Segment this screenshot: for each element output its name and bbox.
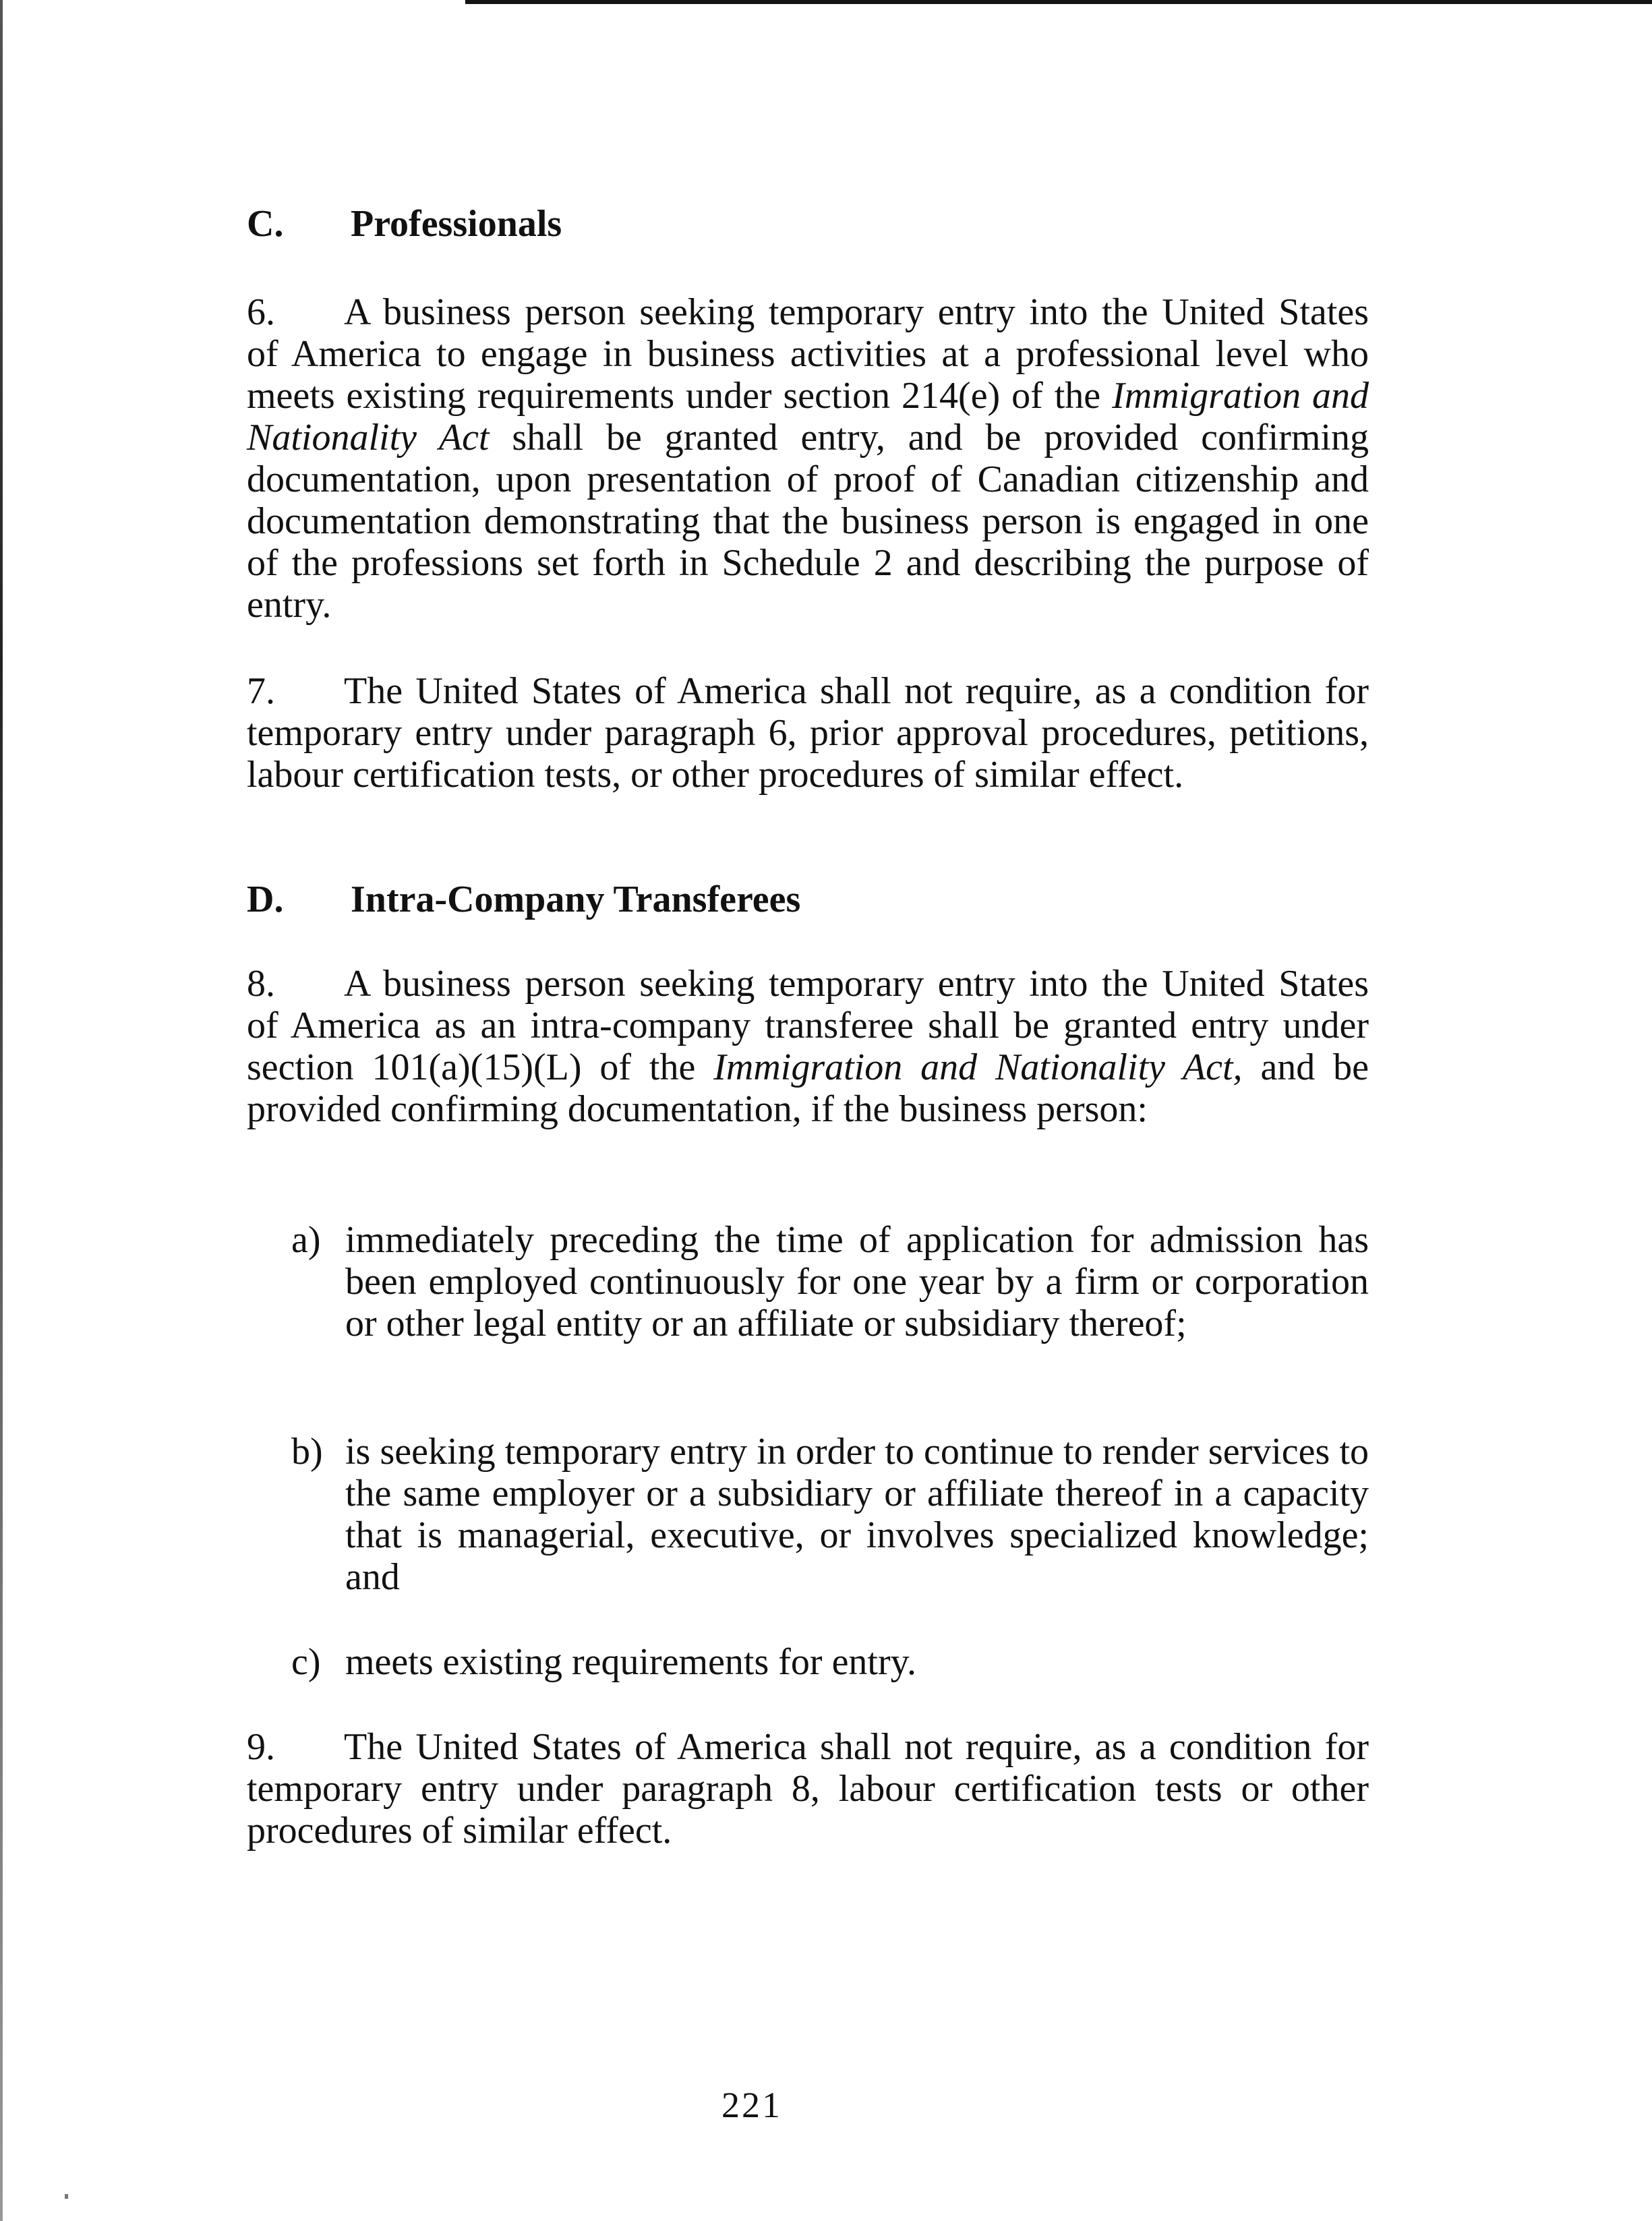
section-title: Professionals (351, 203, 562, 245)
paragraph-number: 9. (247, 1726, 275, 1768)
paragraph-6 (247, 291, 1369, 626)
scan-speck (65, 2194, 68, 2199)
list-item-b (291, 1431, 1369, 1598)
paragraph-text-continued: and be provided confirming documentation, if the business person: (247, 1046, 1369, 1130)
paragraph-number: 8. (247, 963, 275, 1005)
list-item-text: is seeking temporary entry in order to continue to render services to the same employer or a subsidiary or affiliate thereof in a capacity that is managerial, executive, or involves specialized knowledge; and (345, 1431, 1369, 1598)
section-heading-c (247, 202, 562, 245)
paragraph-7 (247, 670, 1369, 796)
paragraph-text: A business person seeking temporary entry into the United States of America to engage in business activities at a professional level who meets existing requirements under section 214(e) of the (247, 291, 1369, 417)
act-title-italic: Immigration and Nationality Act (247, 375, 1369, 458)
act-title-italic: Immigration and Nationality Act, (713, 1046, 1243, 1088)
list-item-text: immediately preceding the time of application for admission has been employed continuously for one year by a firm or corporation or other legal entity or an affiliate or subsidiary thereof; (345, 1219, 1369, 1344)
list-item-text: meets existing requirements for entry. (345, 1641, 916, 1683)
paragraph-8 (247, 963, 1369, 1130)
paragraph-text: The United States of America shall not require, as a condition for temporary entry under paragraph 6, prior approval procedures, petitions, labour certification tests, or other procedures of similar effect. (247, 670, 1369, 796)
paragraph-9 (247, 1726, 1369, 1852)
section-title: Intra-Company Transferees (351, 879, 801, 920)
list-item-c (291, 1641, 1369, 1683)
list-item-label: c) (291, 1641, 321, 1683)
list-item-label: a) (291, 1219, 321, 1261)
paragraph-text: The United States of America shall not require, as a condition for temporary entry under paragraph 8, labour certification tests or other procedures of similar effect. (247, 1726, 1369, 1852)
section-number: D. (247, 879, 284, 920)
page-number: 221 (721, 2085, 782, 2125)
list-item-label: b) (291, 1431, 323, 1473)
paragraph-text: A business person seeking temporary entry into the United States of America as an intra-company transferee shall be granted entry under section 101(a)(15)(L) of the (247, 963, 1369, 1088)
paragraph-number: 7. (247, 670, 275, 712)
section-number: C. (247, 203, 284, 245)
section-heading-d (247, 878, 800, 921)
paragraph-number: 6. (247, 291, 275, 333)
paragraph-text-continued: shall be granted entry, and be provided confirming documentation, upon presentation of proof of Canadian citizenship and documentation demonstrating that the business person is engaged in one of the professions set forth in Schedule 2 and describing the purpose of entry. (247, 417, 1369, 626)
list-item-a (291, 1219, 1369, 1344)
